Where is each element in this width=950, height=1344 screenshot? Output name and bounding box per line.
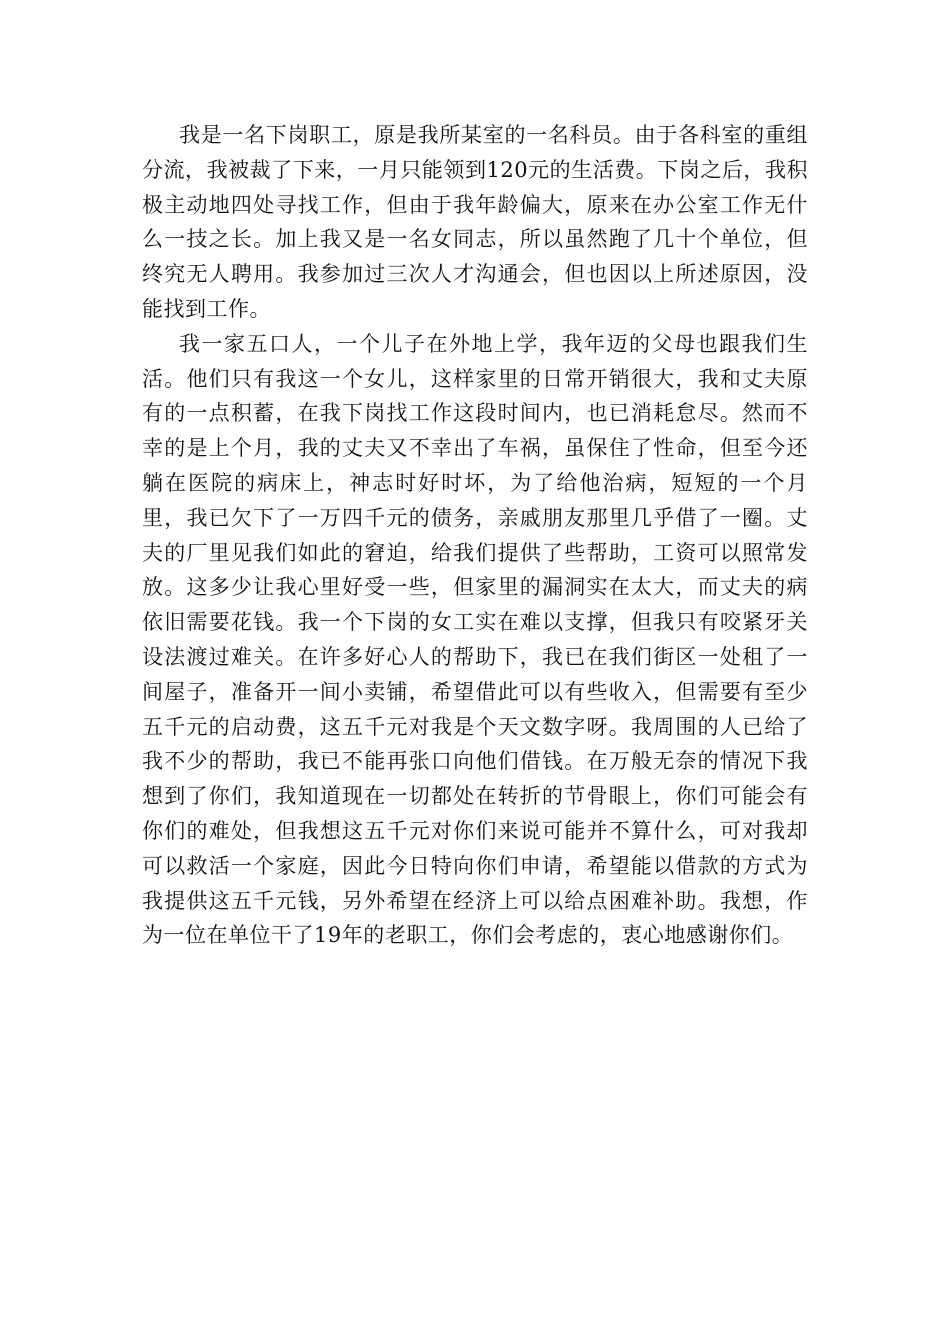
document-body xyxy=(142,118,808,953)
paragraph-1: 我是一名下岗职工，原是我所某室的一名科员。由于各科室的重组分流，我被裁了下来，一月只能领到120元的生活费。下岗之后，我积极主动地四处寻找工作，但由于我年龄偏大，原来在办公室工作无什么一技之长。加上我又是一名女同志，所以虽然跑了几十个单位，但终究无人聘用。我参加过三次人才沟通会，但也因以上所述原因，没能找到工作。 xyxy=(142,123,808,321)
paragraph-2: 我一家五口人，一个儿子在外地上学，我年迈的父母也跟我们生活。他们只有我这一个女儿，这样家里的日常开销很大，我和丈夫原有的一点积蓄，在我下岗找工作这段时间内，也已消耗怠尽。然而不幸的是上个月，我的丈夫又不幸出了车祸，虽保住了性命，但至今还躺在医院的病床上，神志时好时坏，为了给他治病，短短的一个月里，我已欠下了一万四千元的债务，亲戚朋友那里几乎借了一圈。丈夫的厂里见我们如此的窘迫，给我们提供了些帮助，工资可以照常发放。这多少让我心里好受一些，但家里的漏洞实在太大，而丈夫的病依旧需要花钱。我一个下岗的女工实在难以支撑，但我只有咬紧牙关设法渡过难关。在许多好心人的帮助下，我已在我们街区一处租了一间屋子，准备开一间小卖铺，希望借此可以有些收入，但需要有至少五千元的启动费，这五千元对我是个天文数字呀。我周围的人已给了我不少的帮助，我已不能再张口向他们借钱。在万般无奈的情况下我想到了你们，我知道现在一切都处在转折的节骨眼上，你们可能会有你们的难处，但我想这五千元对你们来说可能并不算什么，可对我却可以救活一个家庭，因此今日特向你们申请，希望能以借款的方式为我提供这五千元钱，另外希望在经济上可以给点困难补助。我想，作为一位在单位干了19年的老职工，你们会考虑的，衷心地感谢你们。 xyxy=(142,331,808,948)
